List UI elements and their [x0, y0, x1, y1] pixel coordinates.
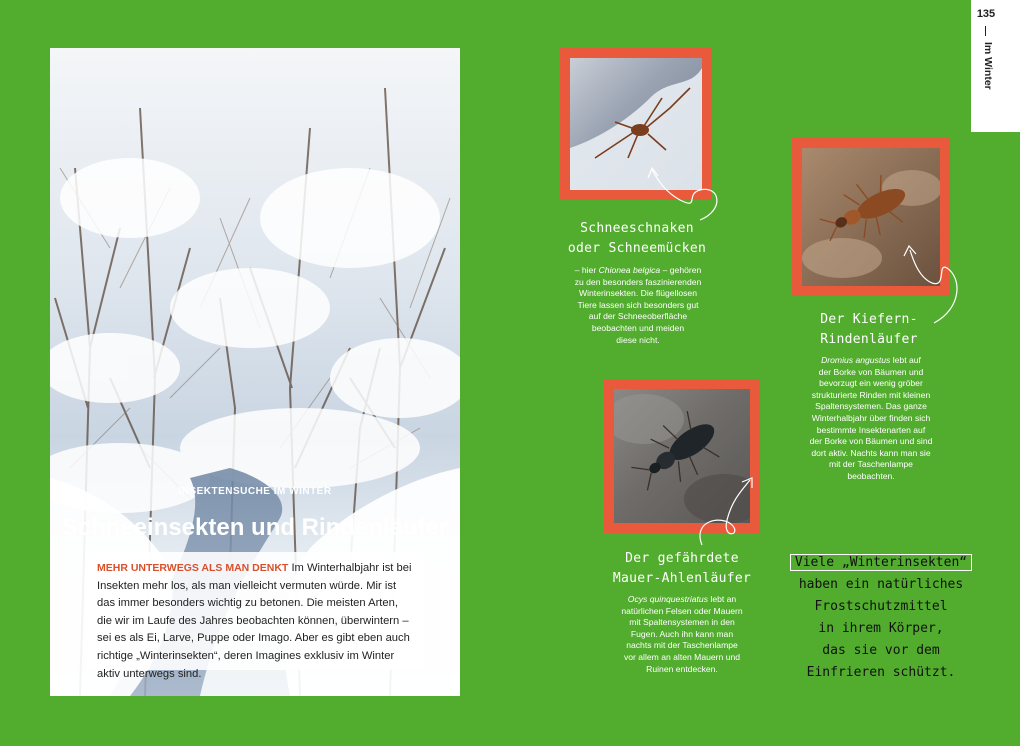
caption-title-2-line2: Rindenläufer	[820, 332, 918, 347]
species-name-1: Chionea belgica	[598, 265, 661, 275]
caption-title-3-line1: Der gefährdete	[625, 551, 739, 566]
caption-3-line2: natürlichen Felsen oder Mauern	[621, 605, 743, 616]
article-kicker: INSEKTENSUCHE IM WINTER	[178, 486, 332, 497]
caption-title-2	[790, 310, 948, 350]
winter-forest-photo	[50, 48, 460, 696]
quote-line3: Frostschutzmittel	[814, 599, 948, 614]
caption-1-line3: Winterinsekten. Die flügellosen	[579, 288, 697, 299]
intro-body: Im Winterhalbjahr ist bei Insekten mehr los, als man vielleicht vermuten würde. Mir ist das immer besonders wichtig zu betonen. Die meisten Arten, die wir im Laufe des Jahres beobachten können, überwintern – sei es als Ei, Larve, Puppe oder Imago. Aber es gibt eben auch richtige „Winterinsekten“, deren Imagines exklusiv im Winter aktiv unterwegs sind.	[97, 562, 412, 680]
intro-lead: MEHR UNTERWEGS ALS MAN DENKT	[97, 562, 289, 574]
caption-2-line4: strukturierte Rinden mit kleinen	[811, 389, 931, 400]
caption-2-line6: Winterhalbjahr über finden sich	[811, 412, 931, 423]
caption-3-line4: Fugen. Auch ihn kann man	[630, 628, 734, 639]
quote-line4: in ihrem Körper,	[818, 621, 944, 636]
species-name-3: Ocys quinquestriatus	[627, 594, 709, 604]
species-name-2: Dromius angustus	[821, 355, 891, 365]
pointer-arrow-3-icon	[692, 470, 772, 550]
caption-2-line7: bestimmte Insektenarten auf	[816, 424, 926, 435]
intro-textbox	[85, 552, 425, 680]
caption-2-line11: beobachten.	[847, 470, 895, 481]
caption-2-line1: lebt auf	[890, 355, 921, 365]
caption-2-line8: der Borke von Bäumen und sind	[809, 436, 933, 447]
quote-boxed-phrase: Viele „Winterinsekten“	[790, 554, 972, 571]
caption-3-line1: lebt an	[708, 594, 737, 604]
caption-1-line4: Tiere lassen sich besonders gut	[577, 299, 699, 310]
caption-title-2-line1: Der Kiefern-	[820, 312, 918, 327]
page-number: 135	[976, 8, 996, 20]
caption-1-line1a: – hier	[574, 265, 599, 275]
caption-title-3	[600, 549, 764, 589]
caption-title-3-line2: Mauer-Ahlenläufer	[612, 571, 752, 586]
caption-3-line6: vor allem an alten Mauern und	[623, 651, 741, 662]
caption-text-1	[548, 265, 728, 346]
caption-2-line3: bevorzugt ein wenig gröber	[819, 378, 923, 389]
caption-1-line2: zu den besonders faszinierenden	[574, 276, 702, 287]
page-tab	[971, 0, 1020, 132]
caption-text-2	[788, 355, 954, 483]
caption-1-line5: auf der Schneeoberfläche	[588, 311, 688, 322]
quote-line6: Einfrieren schützt.	[806, 665, 956, 680]
caption-3-line5: nachts mit der Taschenlampe	[626, 640, 738, 651]
caption-title-1-line1: Schneeschnaken	[580, 221, 694, 236]
caption-2-line9: dort aktiv. Nachts kann man sie	[811, 447, 931, 458]
caption-1-line7: diese nicht.	[616, 334, 660, 345]
caption-title-1-line2: oder Schneemücken	[567, 241, 707, 256]
fact-quote	[778, 552, 984, 684]
caption-title-1	[552, 219, 722, 259]
caption-3-line3: mit Spaltensystemen in den	[629, 617, 735, 628]
caption-2-line10: mit der Taschenlampe	[829, 459, 913, 470]
caption-3-line7: Ruinen entdecken.	[646, 663, 718, 674]
quote-line2: haben ein natürliches	[798, 577, 964, 592]
quote-line5: das sie vor dem	[822, 643, 940, 658]
article-title: Schneeinsekten und Rindenläufer	[61, 514, 449, 541]
caption-2-line2: der Borke von Bäumen und	[818, 366, 924, 377]
caption-1-line1b: – gehören	[660, 265, 702, 275]
caption-1-line6: beobachten und meiden	[591, 322, 685, 333]
caption-text-3	[597, 594, 767, 675]
section-label: Im Winter	[982, 42, 994, 90]
tab-divider	[985, 26, 986, 36]
caption-2-line5: Spaltensystemen. Das ganze	[815, 401, 927, 412]
